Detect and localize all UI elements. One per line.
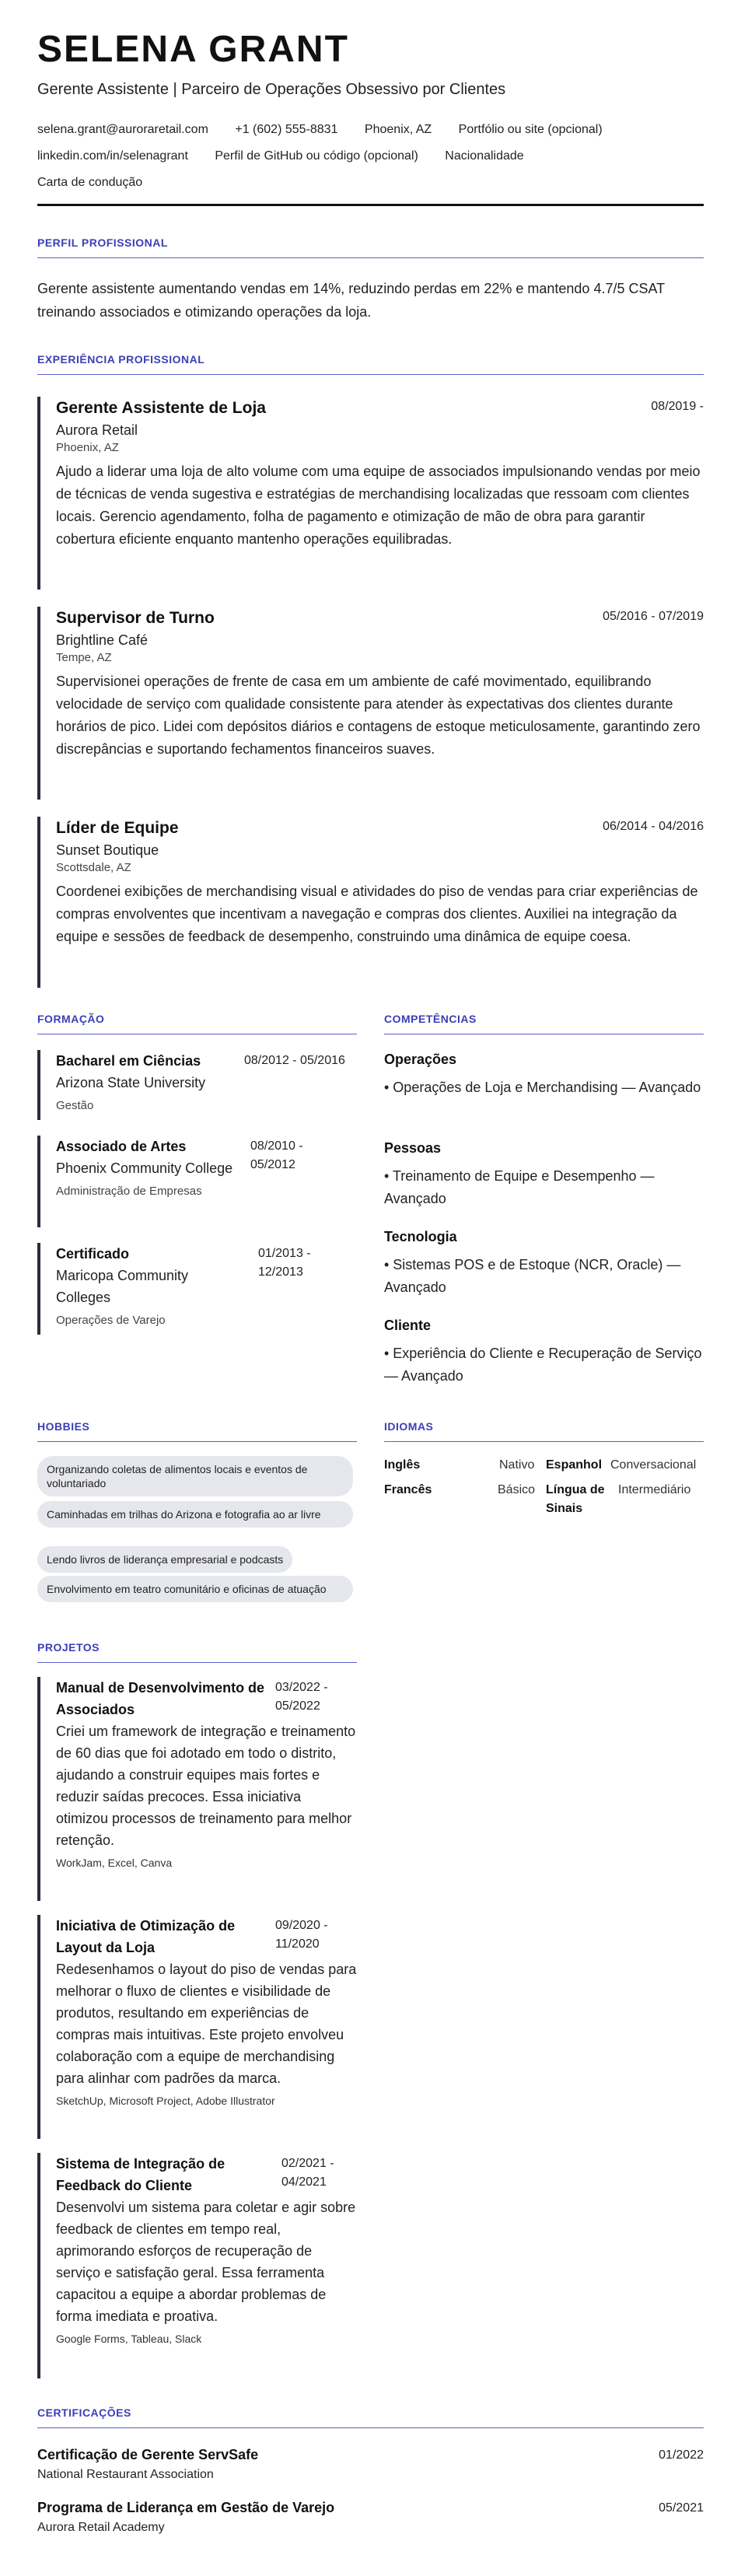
project-title: Manual de Desenvolvimento de Associados bbox=[56, 1680, 265, 1717]
section-title-experience: EXPERIÊNCIA PROFISSIONAL bbox=[37, 353, 205, 366]
job-title: Gerente Assistente de Loja bbox=[56, 399, 266, 417]
section-rule bbox=[384, 1441, 704, 1442]
section-rule bbox=[37, 257, 704, 258]
project-description: Desenvolvi um sistema para coletar e agir sobre feedback de clientes em tempo real, aprimorando esforços de recuperação de serviço e satisfação geral. Essa ferramenta capacitou a equipe a abordar problemas de forma imediata e proativa. bbox=[56, 2200, 356, 2324]
contact-driving-license: Carta de condução bbox=[37, 176, 143, 189]
job-dates: 08/2019 - bbox=[651, 400, 704, 413]
skill-item: • Operações de Loja e Merchandising — Avançado bbox=[384, 1080, 701, 1095]
contact-info bbox=[37, 117, 704, 196]
job-location: Tempe, AZ bbox=[56, 651, 112, 664]
section-title-education: FORMAÇÃO bbox=[37, 1013, 105, 1025]
header-divider bbox=[37, 204, 704, 206]
project-tools: Google Forms, Tableau, Slack bbox=[56, 2333, 202, 2345]
contact-phone[interactable]: +1 (602) 555-8831 bbox=[235, 123, 338, 136]
job-dates: 05/2016 - 07/2019 bbox=[603, 610, 704, 623]
contact-linkedin[interactable]: linkedin.com/in/selenagrant bbox=[37, 149, 188, 163]
section-title-skills: COMPETÊNCIAS bbox=[384, 1013, 477, 1025]
job-description: Supervisionei operações de frente de casa em um ambiente de café movimentado, equilibrando velocidade de serviço com qualidade consistente para atender às expectativas dos clientes durante horários de pico. Lidei com depósitos diários e contagens de estoque meticulosamente, garantindo zero discrepâncias e suportando fechamentos financeiros suaves. bbox=[56, 674, 701, 757]
job-entry bbox=[37, 817, 704, 988]
section-title-hobbies: HOBBIES bbox=[37, 1420, 90, 1433]
job-company: Sunset Boutique bbox=[56, 842, 159, 858]
job-entry bbox=[37, 607, 704, 800]
candidate-name: SELENA GRANT bbox=[37, 29, 349, 70]
job-company: Brightline Café bbox=[56, 632, 149, 648]
project-entry bbox=[37, 2153, 357, 2378]
project-entry bbox=[37, 1677, 357, 1901]
education-degree: Associado de Artes bbox=[56, 1139, 187, 1154]
skill-category: Pessoas bbox=[384, 1140, 442, 1156]
project-tools: WorkJam, Excel, Canva bbox=[56, 1857, 173, 1869]
education-dates: 08/2010 - 05/2012 bbox=[250, 1139, 303, 1171]
job-description: Coordenei exibições de merchandising visual e atividades do piso de vendas para criar experiências de compras envolventes que incentivam a navegação e compras dos clientes. Auxiliei na integração da equipe e sessões de feedback de desempenho, construindo uma dinâmica de equipe coesa. bbox=[56, 884, 698, 944]
skill-item: • Treinamento de Equipe e Desempenho — Avançado bbox=[384, 1168, 655, 1206]
certification-name: Certificação de Gerente ServSafe bbox=[37, 2447, 259, 2462]
section-title-summary: PERFIL PROFISSIONAL bbox=[37, 236, 168, 249]
hobby-tag: Envolvimento em teatro comunitário e oficinas de atuação bbox=[37, 1576, 353, 1602]
section-rule bbox=[37, 2427, 704, 2428]
project-title: Iniciativa de Otimização de Layout da Loja bbox=[56, 1918, 236, 1955]
skill-item: • Sistemas POS e de Estoque (NCR, Oracle) — Avançado bbox=[384, 1257, 681, 1295]
education-dates: 01/2013 - 12/2013 bbox=[258, 1247, 311, 1279]
job-location: Scottsdale, AZ bbox=[56, 861, 131, 874]
language-level: Intermediário bbox=[618, 1483, 691, 1496]
certification-date: 01/2022 bbox=[659, 2448, 704, 2462]
certification-issuer: National Restaurant Association bbox=[37, 2468, 214, 2481]
education-school: Maricopa Community Colleges bbox=[56, 1268, 189, 1305]
education-degree: Bacharel em Ciências bbox=[56, 1053, 201, 1069]
project-dates: 09/2020 - 11/2020 bbox=[275, 1919, 328, 1951]
skill-item: • Experiência do Cliente e Recuperação de Serviço — Avançado bbox=[384, 1346, 702, 1384]
language-name: Inglês bbox=[384, 1458, 421, 1472]
skill-category: Tecnologia bbox=[384, 1229, 457, 1244]
project-dates: 03/2022 - 05/2022 bbox=[275, 1681, 328, 1713]
language-name: Espanhol bbox=[546, 1458, 603, 1472]
certification-date: 05/2021 bbox=[659, 2501, 704, 2515]
education-school: Arizona State University bbox=[56, 1075, 206, 1090]
section-title-languages: IDIOMAS bbox=[384, 1420, 434, 1433]
project-description: Redesenhamos o layout do piso de vendas para melhorar o fluxo de clientes e visibilidade de produtos, resultando em experiências de compras mais intuitivas. Este projeto envolveu colaboração com a equipe de merchandising para alinhar com padrões da marca. bbox=[56, 1962, 357, 2086]
hobby-tag: Lendo livros de liderança empresarial e podcasts bbox=[37, 1546, 292, 1573]
contact-github[interactable]: Perfil de GitHub ou código (opcional) bbox=[215, 149, 418, 163]
language-level: Conversacional bbox=[610, 1458, 697, 1472]
contact-location: Phoenix, AZ bbox=[364, 123, 432, 136]
contact-email[interactable]: selena.grant@auroraretail.com bbox=[37, 123, 208, 136]
headline: Gerente Assistente | Parceiro de Operações Obsessivo por Clientes bbox=[37, 81, 506, 98]
hobby-tag: Caminhadas em trilhas do Arizona e fotografia ao ar livre bbox=[37, 1501, 353, 1528]
language-name: Língua de Sinais bbox=[546, 1483, 605, 1515]
job-company: Aurora Retail bbox=[56, 422, 138, 438]
education-school: Phoenix Community College bbox=[56, 1160, 233, 1176]
job-entry bbox=[37, 397, 704, 590]
project-description: Criei um framework de integração e treinamento de 60 dias que foi adotado em todo o distrito, ajudando a construir equipes mais fortes e reduzir saídas precoces. Essa iniciativa otimizou processos de treinamento para melhor retenção. bbox=[56, 1724, 356, 1848]
education-field: Operações de Varejo bbox=[56, 1314, 166, 1327]
project-tools: SketchUp, Microsoft Project, Adobe Illustrator bbox=[56, 2095, 275, 2107]
summary-text: Gerente assistente aumentando vendas em 14%, reduzindo perdas em 22% e mantendo 4.7/5 CSAT treinando associados e otimizando operações da loja. bbox=[37, 281, 665, 320]
job-description: Ajudo a liderar uma loja de alto volume com uma equipe de associados impulsionando vendas por meio de técnicas de venda sugestiva e estratégias de merchandising localizadas que ressoam com clientes locais. Gerencio agendamento, folha de pagamento e otimização de mão de obra para garantir cobertura eficiente enquanto mantenho operações equilibradas. bbox=[56, 464, 701, 547]
contact-portfolio[interactable]: Portfólio ou site (opcional) bbox=[458, 123, 603, 136]
section-rule bbox=[37, 1441, 357, 1442]
section-rule bbox=[37, 1662, 357, 1663]
language-name: Francês bbox=[384, 1483, 432, 1496]
skill-category: Cliente bbox=[384, 1318, 432, 1333]
contact-nationality: Nacionalidade bbox=[445, 149, 524, 163]
section-title-projects: PROJETOS bbox=[37, 1641, 100, 1654]
language-level: Básico bbox=[498, 1483, 536, 1496]
education-entry bbox=[37, 1136, 357, 1227]
project-title: Sistema de Integração de Feedback do Cliente bbox=[56, 2156, 225, 2193]
education-entry bbox=[37, 1243, 357, 1335]
job-location: Phoenix, AZ bbox=[56, 441, 119, 454]
job-title: Supervisor de Turno bbox=[56, 609, 215, 627]
skill-category: Operações bbox=[384, 1052, 457, 1067]
project-entry bbox=[37, 1915, 357, 2139]
education-dates: 08/2012 - 05/2016 bbox=[244, 1054, 345, 1067]
education-field: Administração de Empresas bbox=[56, 1185, 202, 1198]
education-field: Gestão bbox=[56, 1099, 94, 1112]
job-dates: 06/2014 - 04/2016 bbox=[603, 820, 704, 833]
section-title-certifications: CERTIFICAÇÕES bbox=[37, 2406, 131, 2419]
education-degree: Certificado bbox=[56, 1246, 130, 1262]
certification-name: Programa de Liderança em Gestão de Varejo bbox=[37, 2500, 335, 2515]
project-dates: 02/2021 - 04/2021 bbox=[281, 2157, 334, 2189]
certification-issuer: Aurora Retail Academy bbox=[37, 2521, 165, 2534]
language-level: Nativo bbox=[499, 1458, 535, 1472]
job-title: Líder de Equipe bbox=[56, 819, 179, 837]
section-rule bbox=[37, 374, 704, 375]
education-entry bbox=[37, 1050, 357, 1120]
hobby-tag: Organizando coletas de alimentos locais e eventos de voluntariado bbox=[37, 1456, 353, 1496]
